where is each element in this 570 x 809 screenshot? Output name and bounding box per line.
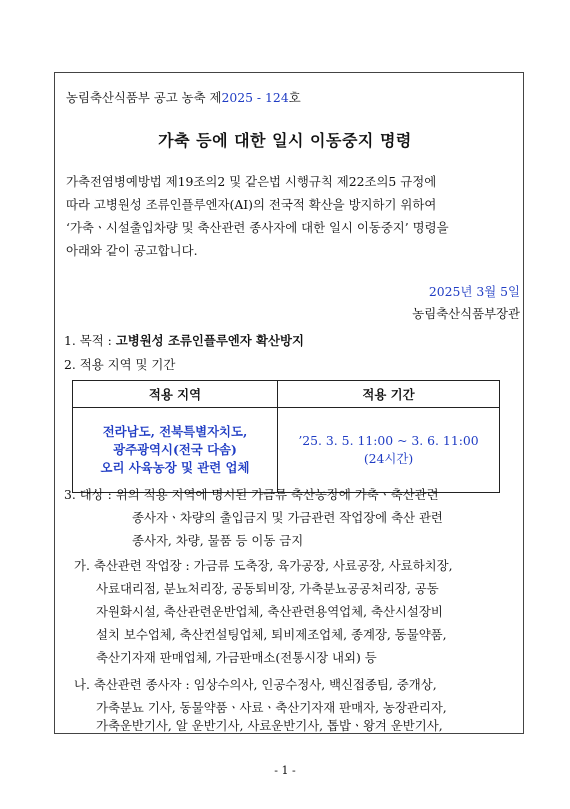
intro-line-1: 가축전염병예방법 제19조의2 및 같은법 시행규칙 제22조의5 규정에 (66, 174, 437, 189)
document-title: 가축 등에 대한 일시 이동중지 명령 (158, 131, 412, 150)
period-line-2: (24시간) (363, 451, 414, 466)
header-area: 적용 지역 (73, 381, 278, 408)
period-line-1: ’25. 3. 5. 11:00 ~ 3. 6. 11:00 (298, 433, 479, 448)
item-ga-line-2: 사료대리점, 분뇨처리장, 공동퇴비장, 가축분뇨공공처리장, 공동 (96, 581, 439, 596)
section-purpose (64, 333, 304, 349)
notice-number (66, 90, 301, 106)
notice-number-value: 2025 - 124 (221, 90, 289, 105)
section-target-line-2: 종사자ㆍ차량의 출입금지 및 가금관련 작업장에 축산 관련 (132, 510, 443, 525)
area-line-3: 오리 사육농장 및 관련 업체 (100, 460, 250, 475)
item-ga-line-1: 가. 축산관련 작업장 : 가금류 도축장, 육가공장, 사료공장, 사료하치장, (74, 558, 453, 573)
cell-area (73, 408, 278, 493)
item-ga-line-5: 축산기자재 판매업체, 가금판매소(전통시장 내외) 등 (96, 650, 377, 665)
notice-date: 2025년 3월 5일 (428, 284, 520, 299)
notice-suffix: 호 (288, 90, 301, 105)
notice-prefix: 농림축산식품부 공고 농축 제 (66, 90, 222, 105)
item-na-line-2: 가축분뇨 기사, 동물약품ㆍ사료ㆍ축산기자재 판매자, 농장관리자, (96, 700, 447, 715)
section-target-line-3: 종사자, 차량, 물품 등 이동 금지 (132, 533, 304, 548)
intro-line-3: ‘가축ㆍ시설출입차량 및 축산관련 종사자에 대한 일시 이동중지’ 명령을 (66, 220, 449, 235)
header-period: 적용 기간 (278, 381, 500, 408)
table-row (73, 408, 500, 493)
application-table (72, 380, 500, 493)
area-line-1: 전라남도, 전북특별자치도, (102, 424, 248, 439)
table-header-row (73, 381, 500, 408)
intro-line-2: 따라 고병원성 조류인플루엔자(AI)의 전국적 확산을 방지하기 위하여 (66, 197, 437, 212)
section-target-line-1: 3. 대상 : 위의 적용 지역에 명시된 가금류 축산농장에 가축ㆍ축산관련 (64, 487, 439, 502)
item-ga-line-4: 설치 보수업체, 축산컨설팅업체, 퇴비제조업체, 종계장, 동물약품, (96, 627, 447, 642)
intro-line-4: 아래와 같이 공고합니다. (66, 243, 198, 258)
purpose-label: 1. 목적 : (64, 333, 112, 348)
area-line-2: 광주광역시(전국 다솜) (113, 442, 237, 457)
cell-period (278, 408, 500, 493)
issuer: 농림축산식품부장관 (412, 306, 520, 321)
section-area-period: 2. 적용 지역 및 기간 (64, 357, 176, 372)
item-na-line-1: 나. 축산관련 종사자 : 임상수의사, 인공수정사, 백신접종팀, 중개상, (74, 677, 437, 692)
page-number: - 1 - (274, 764, 296, 777)
purpose-value: 고병원성 조류인플루엔자 확산방지 (115, 333, 304, 348)
item-na-line-3: 가축운반기사, 알 운반기사, 사료운반기사, 톱밥ㆍ왕겨 운반기사, (96, 718, 443, 733)
item-ga-line-3: 자원화시설, 축산관련운반업체, 축산관련용역업체, 축산시설장비 (96, 604, 443, 619)
